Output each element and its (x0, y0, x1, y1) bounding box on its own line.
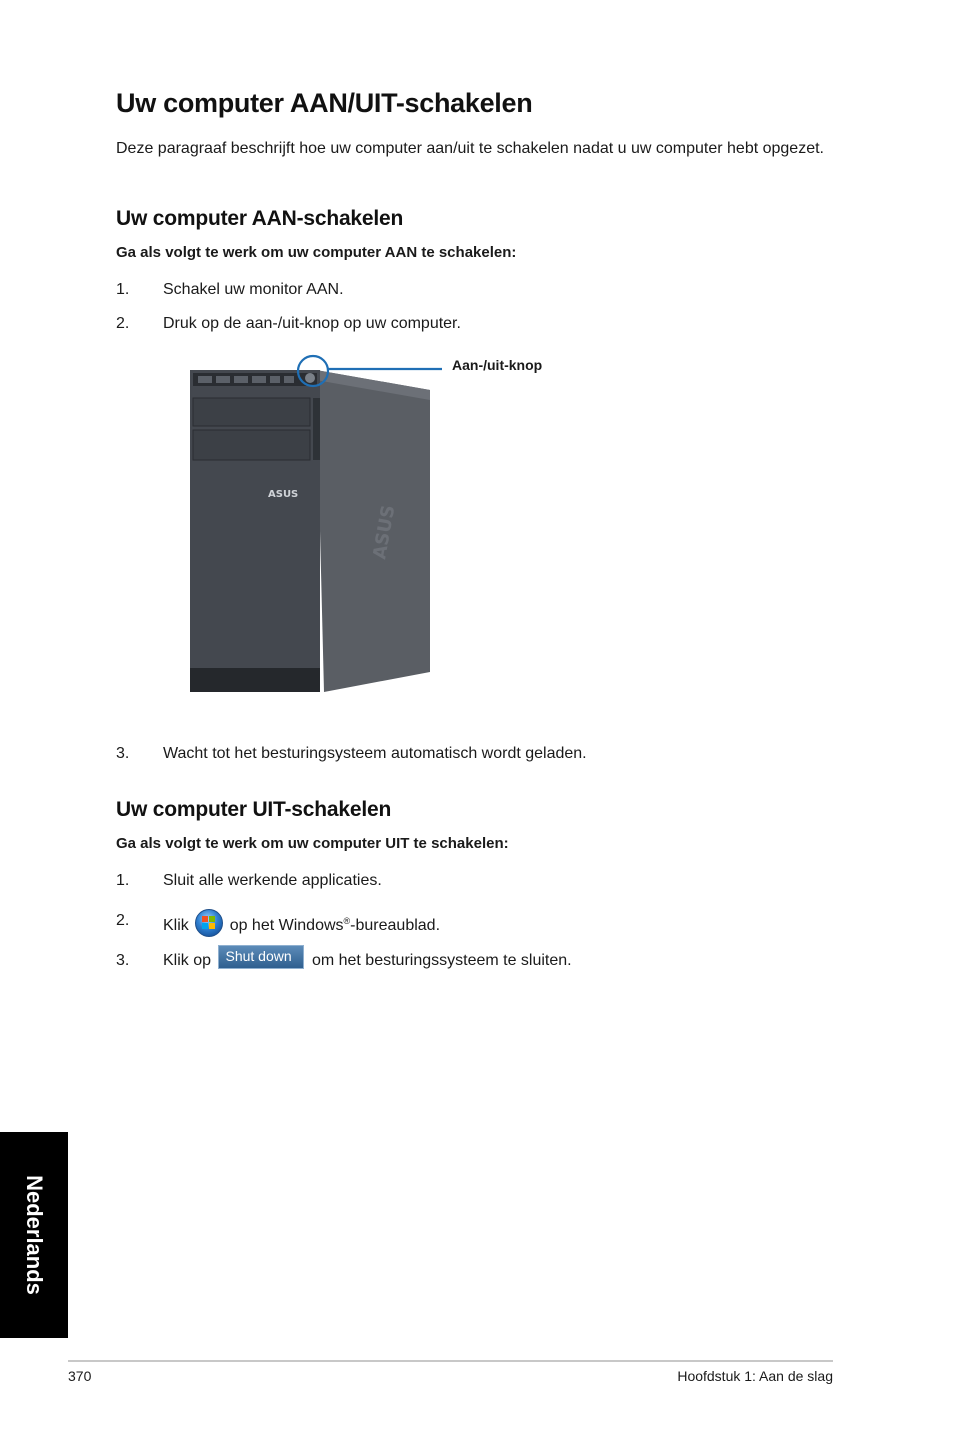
step-number: 3. (116, 745, 130, 762)
bay-side-strip (313, 398, 320, 460)
windows-start-icon (195, 909, 223, 937)
step-text: Druk op de aan-/uit-knop op uw computer. (163, 315, 461, 332)
step-text-tail: -bureaublad. (350, 917, 441, 934)
step-text-before: Klik (163, 917, 189, 934)
callout-label: Aan-/uit-knop (452, 357, 543, 373)
page-title: Uw computer AAN/UIT-schakelen (116, 88, 533, 118)
power-button (305, 373, 315, 383)
step-number: 1. (116, 281, 130, 298)
shut-down-button-image: Shut down (218, 945, 304, 969)
page-number: 370 (68, 1368, 92, 1384)
step-number: 3. (116, 952, 130, 969)
step-number: 1. (116, 872, 130, 889)
language-side-tab (0, 1132, 68, 1338)
step-number: 2. (116, 912, 130, 929)
registered-mark: ® (343, 916, 351, 926)
section-on-lead: Ga als volgt te werk om uw computer AAN te schakelen: (116, 244, 517, 261)
step-text-after: om het besturingssysteem te sluiten. (311, 952, 572, 969)
section-off-title: Uw computer UIT-schakelen (116, 798, 392, 821)
optical-bay-1 (193, 398, 310, 426)
bottom-vent (190, 668, 320, 692)
step-text-after: op het Windows (229, 917, 344, 934)
optical-bay-2 (193, 430, 310, 460)
language-label: Nederlands (22, 1175, 47, 1295)
front-logo: ASUS (268, 489, 299, 500)
intro-paragraph: Deze paragraaf beschrijft hoe uw computer aan/uit te schakelen nadat u uw computer hebt opgezet. (116, 140, 824, 157)
step-text: Wacht tot het besturingsysteem automatisch wordt geladen. (163, 745, 587, 762)
section-on-title: Uw computer AAN-schakelen (116, 207, 404, 230)
step-text (163, 911, 440, 937)
chapter-label: Hoofdstuk 1: Aan de slag (677, 1368, 833, 1384)
footer-divider (68, 1360, 833, 1362)
step-text: Sluit alle werkende applicaties. (163, 872, 382, 889)
step-text-before: Klik op (163, 952, 212, 969)
step-number: 2. (116, 315, 130, 332)
computer-tower-illustration (180, 350, 460, 700)
step-text (163, 947, 572, 971)
step-text: Schakel uw monitor AAN. (163, 281, 344, 298)
side-logo: ASUS (369, 503, 400, 561)
section-off-lead: Ga als volgt te werk om uw computer UIT te schakelen: (116, 835, 509, 852)
